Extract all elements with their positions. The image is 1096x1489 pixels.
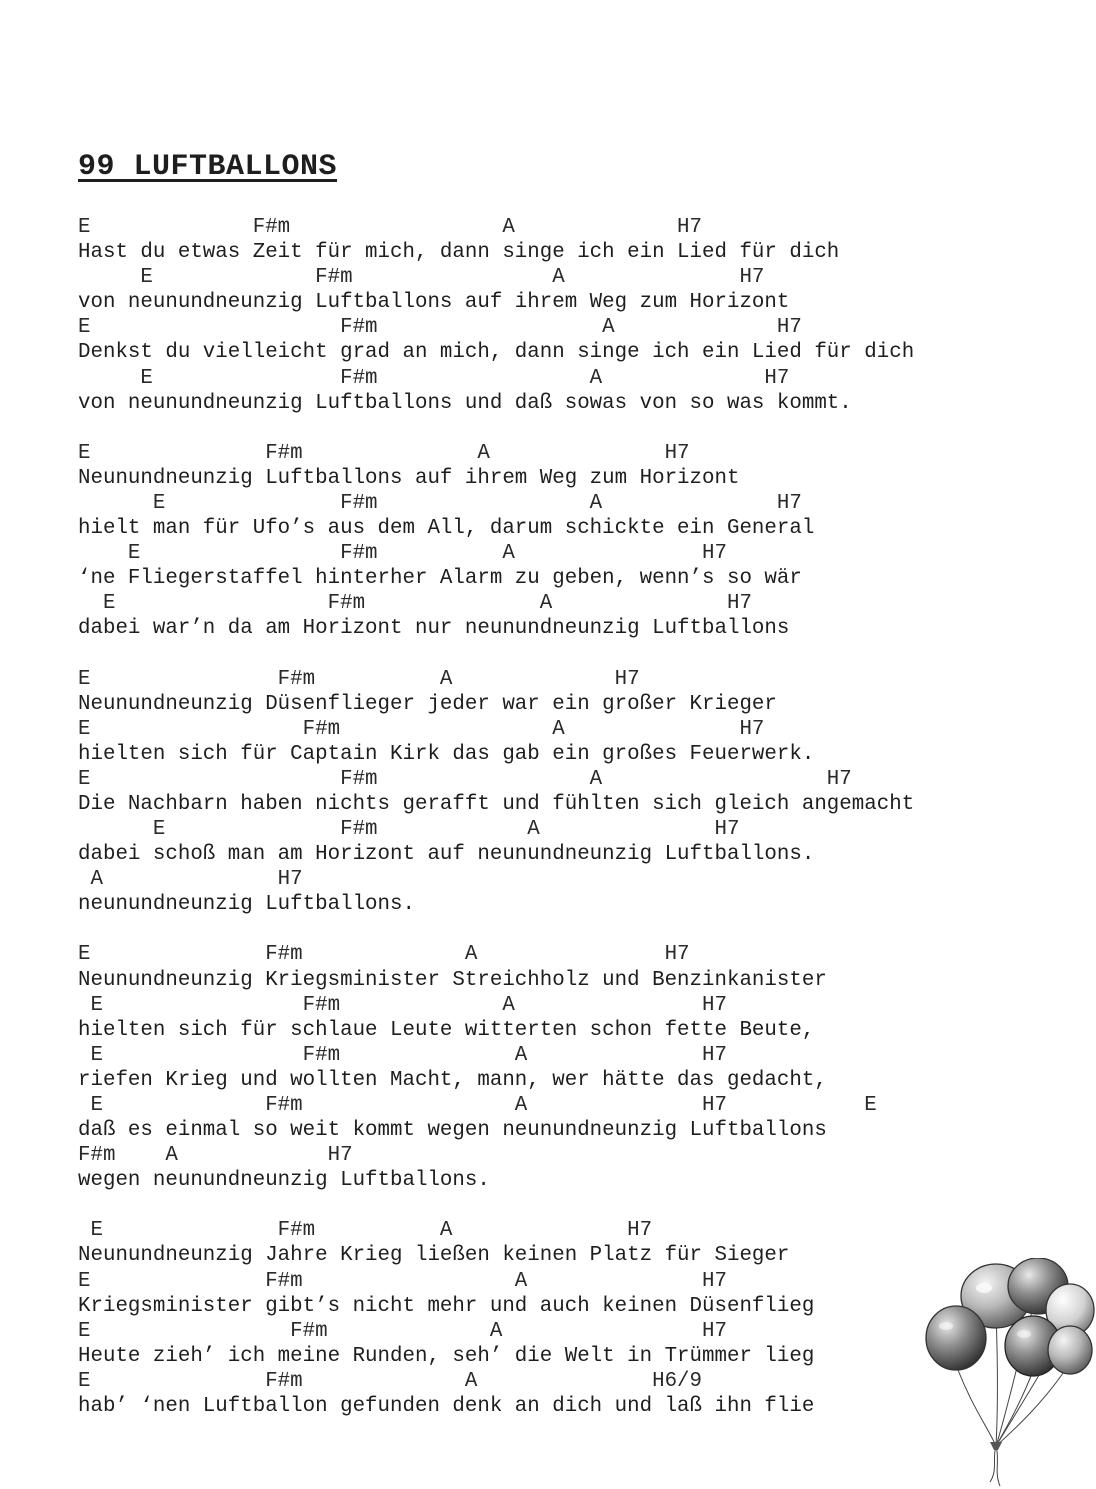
chord-line: E F#m A H7 — [78, 216, 703, 239]
song-body — [78, 215, 914, 1444]
lyric-line: Neunundneunzig Jahre Krieg ließen keinen Platz für Sieger — [78, 1244, 790, 1268]
lyric-line: Hast du etwas Zeit für mich, dann singe ich ein Lied für dich — [78, 241, 840, 265]
lyric-line: dabei war’n da am Horizont nur neunundneunzig Luftballons — [78, 617, 790, 641]
song-title: 99 LUFTBALLONS — [78, 150, 338, 184]
chord-line: E F#m A H7 — [78, 818, 740, 842]
lyric-line: daß es einmal so weit kommt wegen neunundneunzig Luftballons — [78, 1119, 827, 1143]
chord-line: E F#m A H7 — [78, 993, 727, 1017]
lyric-line: Denkst du vielleicht grad an mich, dann singe ich ein Lied für dich — [78, 341, 915, 365]
lyric-line: hielten sich für Captain Kirk das gab ein großes Feuerwerk. — [78, 742, 815, 766]
lyric-line: ‘ne Fliegerstaffel hinterher Alarm zu geben, wenn’s so wär — [78, 567, 802, 591]
chord-line: E F#m A H7 — [78, 316, 802, 340]
lyric-line: hielten sich für schlaue Leute witterten schon fette Beute, — [78, 1018, 815, 1042]
chord-line: E F#m A H7 — [78, 667, 640, 691]
stanza — [78, 441, 914, 642]
lyric-line: von neunundneunzig Luftballons und daß sowas von so was kommt. — [78, 391, 852, 415]
lyric-line: Neunundneunzig Luftballons auf ihrem Weg zum Horizont — [78, 466, 740, 490]
lyric-line: hielt man für Ufo’s aus dem All, darum schickte ein General — [78, 517, 815, 541]
chord-line: E F#m A H7 — [78, 1269, 727, 1293]
chord-line: E F#m A H7 — [78, 717, 765, 741]
chord-line: E F#m A H7 — [78, 542, 727, 566]
stanza — [78, 215, 914, 416]
chord-line: E F#m A H7 — [78, 767, 852, 791]
lyric-line: Heute zieh’ ich meine Runden, seh’ die Welt in Trümmer lieg — [78, 1344, 815, 1368]
lyric-line: Die Nachbarn haben nichts gerafft und fühlten sich gleich angemacht — [78, 792, 915, 816]
balloons-icon — [918, 1258, 1096, 1489]
chord-line: E F#m A H7 — [78, 266, 765, 290]
chord-line: E F#m A H7 — [78, 491, 802, 515]
chord-line: E F#m A H7 — [78, 1043, 727, 1067]
chord-line: E F#m A H6/9 — [78, 1369, 703, 1393]
chord-line: E F#m A H7 — [78, 592, 752, 616]
stanza — [78, 1218, 914, 1419]
lyric-line: Neunundneunzig Kriegsminister Streichholz und Benzinkanister — [78, 968, 827, 992]
chord-line: E F#m A H7 E — [78, 1094, 877, 1117]
chord-line: E F#m A H7 — [78, 1319, 727, 1343]
lyric-line: Neunundneunzig Düsenflieger jeder war ein großer Krieger — [78, 692, 777, 716]
stanza — [78, 942, 914, 1193]
lyric-line: riefen Krieg und wollten Macht, mann, wer hätte das gedacht, — [78, 1068, 827, 1092]
lyric-line: Kriegsminister gibt’s nicht mehr und auch keinen Düsenflieg — [78, 1294, 815, 1318]
chord-line: E F#m A H7 — [78, 1219, 653, 1243]
lyric-line: von neunundneunzig Luftballons auf ihrem Weg zum Horizont — [78, 291, 790, 315]
chord-line: E F#m A H7 — [78, 943, 690, 967]
chord-line: E F#m A H7 — [78, 366, 790, 390]
chord-line: E F#m A H7 — [78, 441, 690, 465]
chord-line: F#m A H7 — [78, 1144, 353, 1168]
lyric-line: hab’ ‘nen Luftballon gefunden denk an dich und laß ihn flie — [78, 1395, 815, 1419]
lyric-line: wegen neunundneunzig Luftballons. — [78, 1169, 490, 1193]
lyric-line: neunundneunzig Luftballons. — [78, 893, 415, 917]
stanza — [78, 667, 914, 918]
chord-line: A H7 — [78, 868, 303, 892]
lyric-line: dabei schoß man am Horizont auf neunundneunzig Luftballons. — [78, 843, 815, 867]
